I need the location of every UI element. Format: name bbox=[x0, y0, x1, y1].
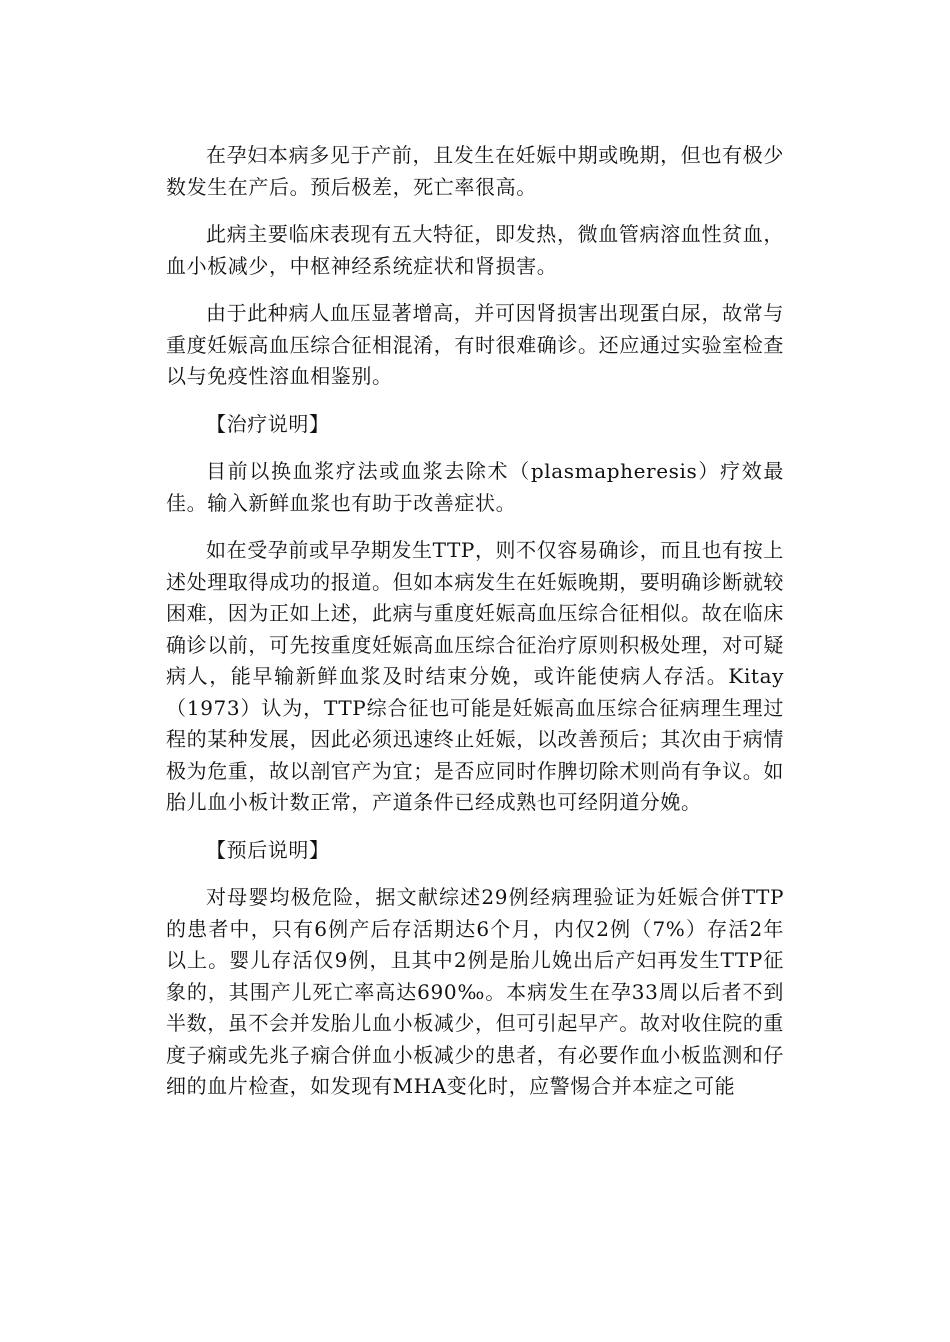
paragraph-onset: 在孕妇本病多见于产前，且发生在妊娠中期或晚期，但也有极少数发生在产后。预后极差，死亡率很高。 bbox=[166, 143, 784, 199]
paragraph-treatment-details: 如在受孕前或早孕期发生TTP，则不仅容易确诊，而且也有按上述处理取得成功的报道。但如本病发生在妊娠晚期，要明确诊断就较困难，因为正如上述，此病与重度妊娠高血压综合征相似。故在临床确诊以前，可先按重度妊娠高血压综合征治疗原则积极处理，对可疑病人，能早输新鲜血浆及时结束分娩，或许能使病人存活。Kitay（1973）认为，TTP综合征也可能是妊娠高血压综合征病理生理过程的某种发展，因此必须迅速终止妊娠，以改善预后；其次由于病情极为危重，故以剖官产为宜；是否应同时作脾切除术则尚有争议。如胎儿血小板计数正常，产道条件已经成熟也可经阴道分娩。 bbox=[166, 538, 784, 814]
section-heading-prognosis: 【预后说明】 bbox=[206, 837, 330, 862]
paragraph-clinical-features: 此病主要临床表现有五大特征，即发热，微血管病溶血性贫血，血小板减少，中枢神经系统症状和肾损害。 bbox=[166, 222, 784, 278]
paragraph-prognosis: 对母婴均极危险，据文献综述29例经病理验证为妊娠合併TTP的患者中，只有6例产后存活期达6个月，内仅2例（7%）存活2年以上。婴儿存活仅9例，且其中2例是胎儿娩出后产妇再发生TTP征象的，其围产儿死亡率高达690‰。本病发生在孕33周以后者不到半数，虽不会并发胎儿血小板减少，但可引起早产。故对收住院的重度子痫或先兆子痫合併血小板减少的患者，有必要作血小板监测和仔细的血片检查，如发现有MHA变化时，应警惕合并本症之可能 bbox=[166, 885, 784, 1098]
paragraph-plasmapheresis: 目前以换血浆疗法或血浆去除术（plasmapheresis）疗效最佳。输入新鲜血浆也有助于改善症状。 bbox=[166, 459, 784, 515]
paragraph-differential-diagnosis: 由于此种病人血压显著增高，并可因肾损害出现蛋白尿，故常与重度妊娠高血压综合征相混淆，有时很难确诊。还应通过实验室检查以与免疫性溶血相鉴别。 bbox=[166, 301, 784, 388]
document-body bbox=[166, 140, 784, 1119]
section-heading-treatment: 【治疗说明】 bbox=[206, 411, 330, 436]
